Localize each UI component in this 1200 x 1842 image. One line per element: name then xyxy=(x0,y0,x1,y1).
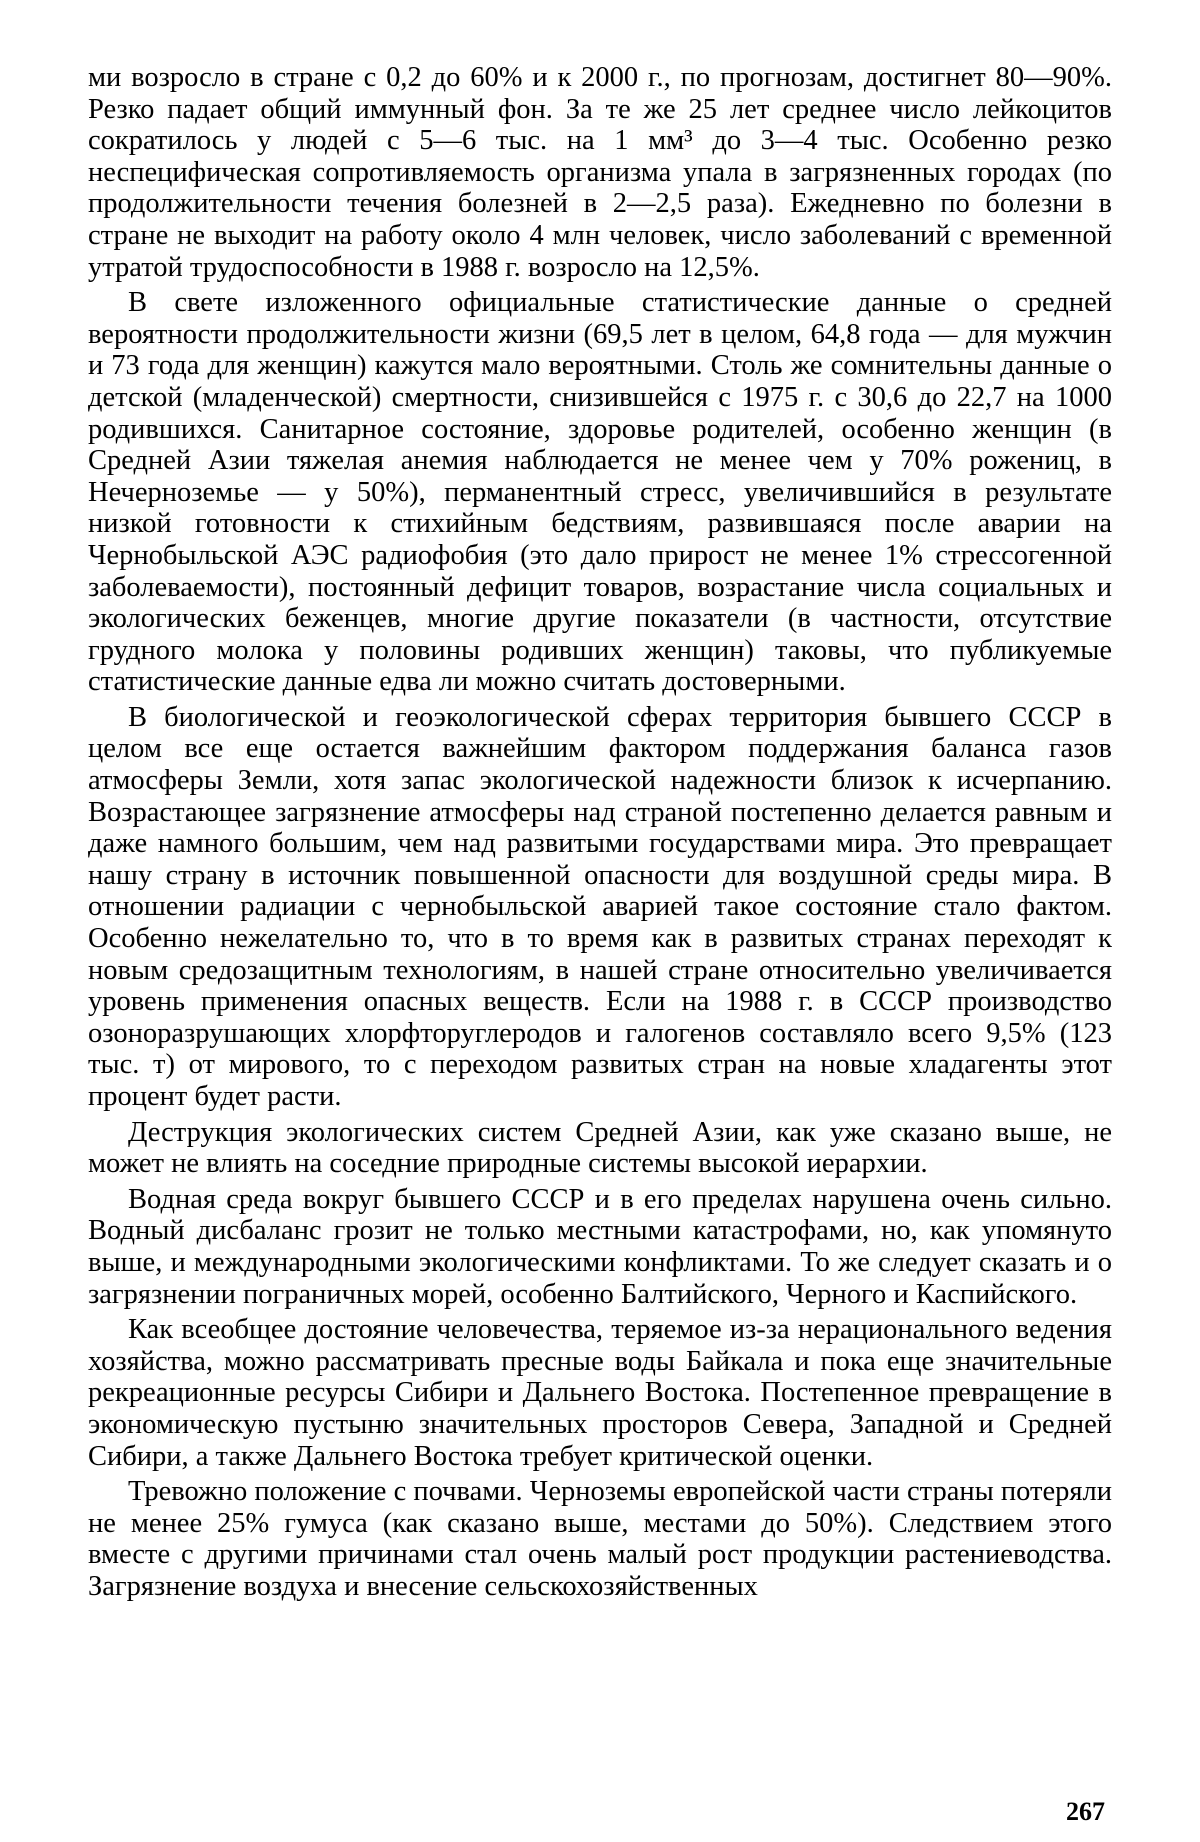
paragraph-1: ми возросло в стране с 0,2 до 60% и к 2000 г., по прогнозам, достигнет 80—90%. Резко падает общий иммунный фон. За те же 25 лет среднее число лейкоцитов сократилось у людей с 5—6 тыс. на 1 мм³ до 3—4 тыс. Особенно резко неспецифическая сопротивляемость организма упала в загрязненных городах (по продолжительности течения болезней в 2—2,5 раза). Ежедневно по болезни в стране не выходит на работу около 4 млн человек, число заболеваний с временной утратой трудоспособности в 1988 г. возросло на 12,5%. xyxy=(88,62,1112,283)
paragraph-5: Водная среда вокруг бывшего СССР и в его пределах нарушена очень сильно. Водный дисбаланс грозит не только местными катастрофами, но, как упомянуто выше, и международными экологическими конфликтами. То же следует сказать и о загрязнении пограничных морей, особенно Балтийского, Черного и Каспийского. xyxy=(88,1183,1112,1310)
page-number: 267 xyxy=(1066,1797,1105,1826)
text-column xyxy=(88,62,1112,1607)
paragraph-3: В биологической и геоэкологической сферах территория бывшего СССР в целом все еще остается важнейшим фактором поддержания баланса газов атмосферы Земли, хотя запас экологической надежности близок к исчерпанию. Возрастающее загрязнение атмосферы над страной постепенно делается равным и даже намного большим, чем над развитыми государствами мира. Это превращает нашу страну в источник повышенной опасности для воздушной среды мира. В отношении радиации с чернобыльской аварией такое состояние стало фактом. Особенно нежелательно то, что в то время как в развитых странах переходят к новым средозащитным технологиям, в нашей стране относительно увеличивается уровень применения опасных веществ. Если на 1988 г. в СССР производство озоноразрушающих хлорфторуглеродов и галогенов составляло всего 9,5% (123 тыс. т) от мирового, то с переходом развитых стран на новые хладагенты этот процент будет расти. xyxy=(88,701,1112,1112)
paragraph-7: Тревожно положение с почвами. Черноземы европейской части страны потеряли не менее 25% гумуса (как сказано выше, местами до 50%). Следствием этого вместе с другими причинами стал очень малый рост продукции растениеводства. Загрязнение воздуха и внесение сельскохозяйственных xyxy=(88,1476,1112,1602)
paragraph-2: В свете изложенного официальные статистические данные о средней вероятности продолжительности жизни (69,5 лет в целом, 64,8 года — для мужчин и 73 года для женщин) кажутся мало вероятными. Столь же сомнительны данные о детской (младенческой) смертности, снизившейся с 1975 г. с 30,6 до 22,7 на 1000 родившихся. Санитарное состояние, здоровье родителей, особенно женщин (в Средней Азии тяжелая анемия наблюдается не менее чем у 70% рожениц, в Нечерноземье — у 50%), перманентный стресс, увеличившийся в результате низкой готовности к стихийным бедствиям, развившаяся после аварии на Чернобыльской АЭС радиофобия (это дало прирост не менее 1% стрессогенной заболеваемости), постоянный дефицит товаров, возрастание числа социальных и экологических беженцев, многие другие показатели (в частности, отсутствие грудного молока у половины родивших женщин) таковы, что публикуемые статистические данные едва ли можно считать достоверными. xyxy=(88,287,1112,698)
paragraph-6: Как всеобщее достояние человечества, теряемое из-за нерационального ведения хозяйства, можно рассматривать пресные воды Байкала и пока еще значительные рекреационные ресурсы Сибири и Дальнего Востока. Постепенное превращение в экономическую пустыню значительных просторов Севера, Западной и Средней Сибири, а также Дальнего Востока требует критической оценки. xyxy=(88,1314,1112,1472)
paragraph-4: Деструкция экологических систем Средней Азии, как уже сказано выше, не может не влиять на соседние природные системы высокой иерархии. xyxy=(88,1116,1112,1180)
